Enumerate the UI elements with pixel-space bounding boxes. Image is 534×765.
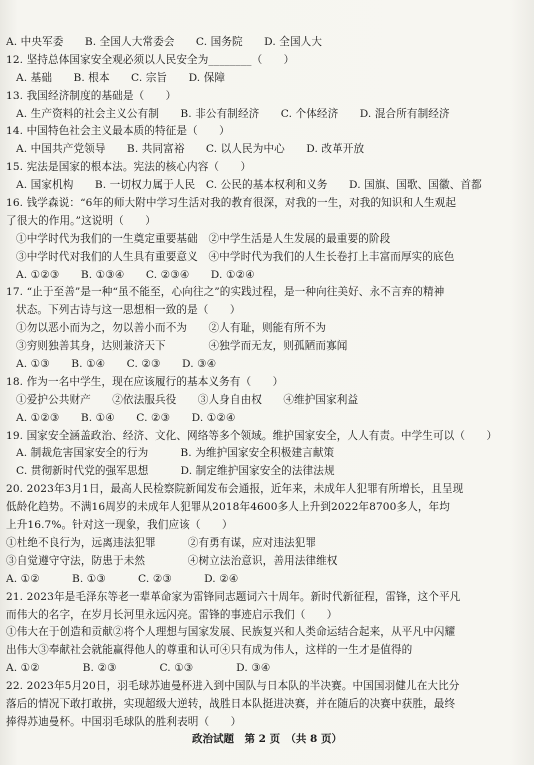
q22-stem-cont-2: 捧得苏迪曼杯。中国羽毛球队的胜利表明（ ）: [6, 715, 242, 728]
q14-options: A. 中国共产党领导 B. 共同富裕 C. 以人民为中心 D. 改革开放: [16, 143, 365, 156]
q21-stem: 21. 2023年是毛泽东等老一辈革命家为雷锋同志题词六十周年。新时代新征程，雷锋，这个平凡: [6, 590, 461, 603]
q13-stem: 13. 我国经济制度的基础是（ ）: [6, 89, 177, 102]
q21-statements-2: 出伟大③奉献社会就能赢得他人的尊重和认可④只有成为伟人，这样的一生才是值得的: [6, 644, 413, 657]
q11-options: A. 中央军委 B. 全国人大常委会 C. 国务院 D. 全国人大: [6, 36, 323, 48]
q16-stem-cont: 了很大的作用。”这说明（ ）: [6, 214, 156, 227]
q19-stem: 19. 国家安全涵盖政治、经济、文化、网络等多个领域。维护国家安全，人人有责。中学生可以（ ）: [6, 429, 498, 442]
q15-stem: 15. 宪法是国家的根本法。宪法的核心内容（ ）: [6, 161, 252, 174]
q20-stem: 20. 2023年3月1日，最高人民检察院新闻发布会通报，近年来，未成年人犯罪有所增长，且呈现: [6, 483, 464, 496]
q17-options: A. ①③ B. ①④ C. ②③ D. ③④: [16, 358, 217, 371]
q16-statements-1: ①中学时代为我们的一生奠定重要基础 ②中学生活是人生发展的最重要的阶段: [16, 232, 391, 245]
q14-stem: 14. 中国特色社会主义最本质的特征是（ ）: [6, 125, 230, 138]
q19-options-2: C. 贯彻新时代党的强军思想 D. 制定维护国家安全的法律法规: [16, 465, 335, 478]
q15-options: A. 国家机构 B. 一切权力属于人民 C. 公民的基本权利和义务 D. 国旗、国歌、国徽、首都: [16, 179, 482, 192]
q18-options: A. ①②③ B. ①④ C. ②③ D. ①②④: [16, 411, 236, 424]
q22-stem: 22. 2023年5月20日，羽毛球苏迪曼杯进入到中国队与日本队的半决赛。中国国羽健儿在大比分: [6, 680, 460, 693]
q13-options: A. 生产资料的社会主义公有制 B. 非公有制经济 C. 个体经济 D. 混合所有制经济: [16, 107, 450, 120]
q20-statements-1: ①杜绝不良行为，远离违法犯罪 ②有勇有谋，应对违法犯罪: [6, 536, 317, 549]
q20-stem-cont-1: 低龄化趋势。不满16周岁的未成年人犯罪从2018年4600多人上升到2022年8700多人，年均: [6, 501, 450, 514]
q17-statements-2: ③穷则独善其身，达则兼济天下 ④独学而无友，则孤陋而寡闻: [16, 340, 348, 353]
q20-options: A. ①② B. ①③ C. ②③ D. ②④: [6, 572, 239, 585]
q16-statements-2: ③中学时代对我们的人生具有重要意义 ④中学时代为我们的人生长卷打上丰富而厚实的底色: [16, 250, 455, 263]
q17-stem: 17. “止于至善”是一种“虽不能至，心向往之”的实践过程，是一种向往美好、永不言弃的精神: [6, 286, 445, 299]
q16-stem: 16. 钱学森说：“6年的师大附中学习生活对我的教育很深，对我的一生，对我的知识和人生观起: [6, 197, 457, 210]
q18-stem: 18. 作为一名中学生，现在应该履行的基本义务有（ ）: [6, 375, 284, 388]
q18-statements: ①爱护公共财产 ②依法服兵役 ③人身自由权 ④维护国家利益: [16, 393, 359, 406]
q21-stem-cont: 而伟大的名字，在岁月长河里永远闪亮。雷锋的事迹启示我们（ ）: [6, 608, 338, 621]
q12-stem: 12. 坚持总体国家安全观必须以人民安全为________（ ）: [6, 53, 295, 66]
q22-stem-cont-1: 落后的情况下敢打敢拼，实现超级大逆转，战胜日本队挺进决赛，并在随后的决赛中获胜，最终: [6, 697, 456, 710]
q17-statements-1: ①勿以恶小而为之，勿以善小而不为 ②人有耻，则能有所不为: [16, 322, 327, 335]
q20-stem-cont-2: 上升16.7%。针对这一现象，我们应该（ ）: [6, 519, 233, 532]
q17-stem-cont: 状态。下列古诗与这一思想相一致的是（ ）: [16, 304, 241, 317]
q21-options: A. ①② B. ②③ C. ①③ D. ③④: [6, 662, 271, 675]
q20-statements-2: ③自觉遵守守法，防患于未然 ④树立法治意识，善用法律维权: [6, 554, 338, 567]
q16-options: A. ①②③ B. ①③④ C. ②③④ D. ①②④: [16, 268, 255, 281]
q12-options: A. 基础 B. 根本 C. 宗旨 D. 保障: [16, 71, 226, 84]
q19-options-1: A. 制裁危害国家安全的行为 B. 为维护国家安全积极建言献策: [16, 447, 335, 460]
page-footer: 政治试题 第 2 页 （共 8 页）: [192, 733, 342, 745]
q21-statements-1: ①伟大在于创造和贡献②将个人理想与国家发展、民族复兴和人类命运结合起来，从平凡中闪耀: [6, 626, 456, 639]
question-text: [6, 34, 528, 732]
